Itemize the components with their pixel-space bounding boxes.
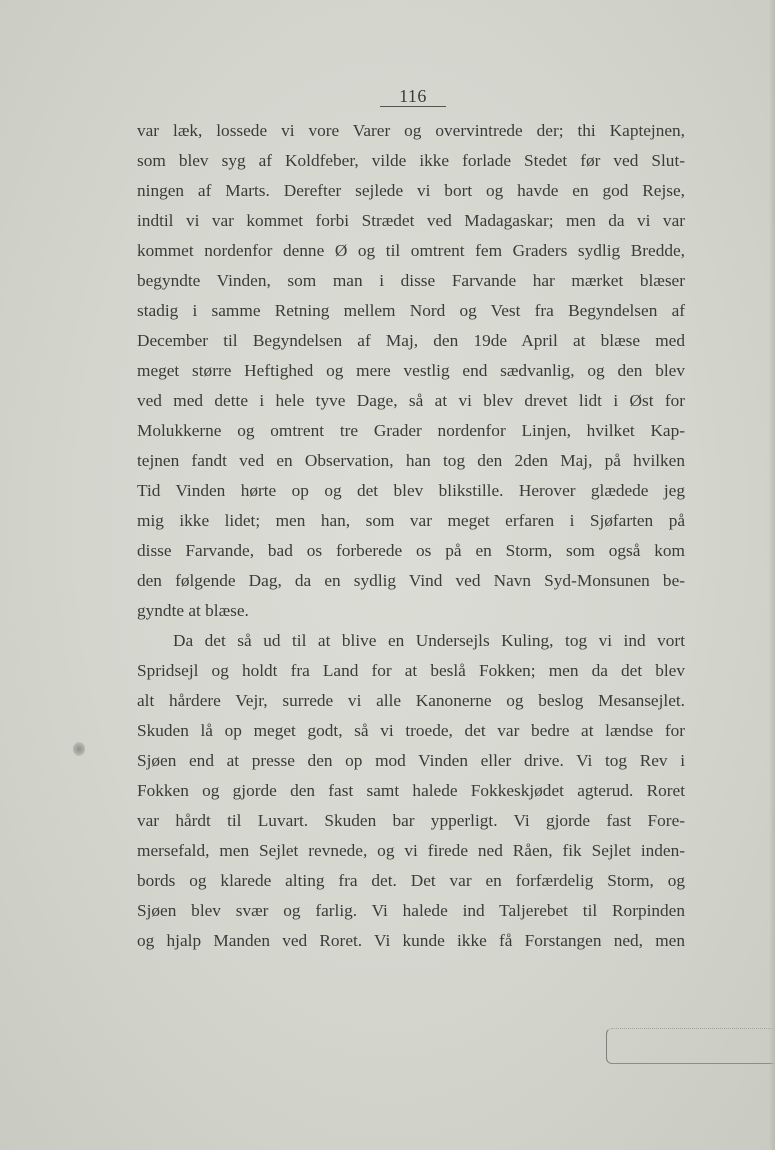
text-line: kommet nordenfor denne Ø og til omtrent fem Graders sydlig Bredde, [137,241,685,260]
text-line: indtil vi var kommet forbi Strædet ved Madagaskar; men da vi var [137,211,685,230]
text-line: alt hårdere Vejr, surrede vi alle Kanonerne og beslog Mesansejlet. [137,691,685,710]
page-edge-shadow [769,0,775,1150]
text-line: som blev syg af Koldfeber, vilde ikke forlade Stedet før ved Slut- [137,151,685,170]
text-line: tejnen fandt ved en Observation, han tog den 2den Maj, på hvilken [137,451,685,470]
text-line: begyndte Vinden, som man i disse Farvande har mærket blæser [137,271,685,290]
ink-smudge [73,742,85,756]
text-line: Sjøen end at presse den op mod Vinden eller drive. Vi tog Rev i [137,751,685,770]
text-line: var læk, lossede vi vore Varer og overvintrede der; thi Kaptejnen, [137,121,685,140]
margin-bracket-mark [606,1028,775,1064]
text-line: var hårdt til Luvart. Skuden bar ypperligt. Vi gjorde fast Fore- [137,811,685,830]
text-line: disse Farvande, bad os forberede os på en Storm, som også kom [137,541,685,560]
text-line: stadig i samme Retning mellem Nord og Vest fra Begyndelsen af [137,301,685,320]
paragraph-2 [137,626,685,956]
text-line: og hjalp Manden ved Roret. Vi kunde ikke få Forstangen ned, men [137,931,685,950]
page-number-rule [380,106,446,107]
text-line: Skuden lå op meget godt, så vi troede, det var bedre at lændse for [137,721,685,740]
text-line: mig ikke lidet; men han, som var meget erfaren i Sjøfarten på [137,511,685,530]
text-line: ved med dette i hele tyve Dage, så at vi blev drevet lidt i Øst for [137,391,685,410]
text-line: Spridsejl og holdt fra Land for at beslå Fokken; men da det blev [137,661,685,680]
text-line: gyndte at blæse. [137,601,249,620]
paragraph-1 [137,116,685,626]
text-line: Sjøen blev svær og farlig. Vi halede ind Taljerebet til Rorpinden [137,901,685,920]
text-line: bords og klarede alting fra det. Det var en forfærdelig Storm, og [137,871,685,890]
text-line: meget større Heftighed og mere vestlig end sædvanlig, og den blev [137,361,685,380]
text-line: den følgende Dag, da en sydlig Vind ved Navn Syd-Monsunen be- [137,571,685,590]
text-line: ningen af Marts. Derefter sejlede vi bort og havde en god Rejse, [137,181,685,200]
body-text [137,116,685,956]
text-line: Molukkerne og omtrent tre Grader nordenfor Linjen, hvilket Kap- [137,421,685,440]
page-number: 116 [399,86,427,106]
text-line: Da det så ud til at blive en Undersejls Kuling, tog vi ind vort [173,631,685,650]
text-line: Fokken og gjorde den fast samt halede Fokkeskjødet agterud. Roret [137,781,685,800]
text-line: mersefald, men Sejlet revnede, og vi firede ned Råen, fik Sejlet inden- [137,841,685,860]
text-line: December til Begyndelsen af Maj, den 19de April at blæse med [137,331,685,350]
text-line: Tid Vinden hørte op og det blev blikstille. Herover glædede jeg [137,481,685,500]
